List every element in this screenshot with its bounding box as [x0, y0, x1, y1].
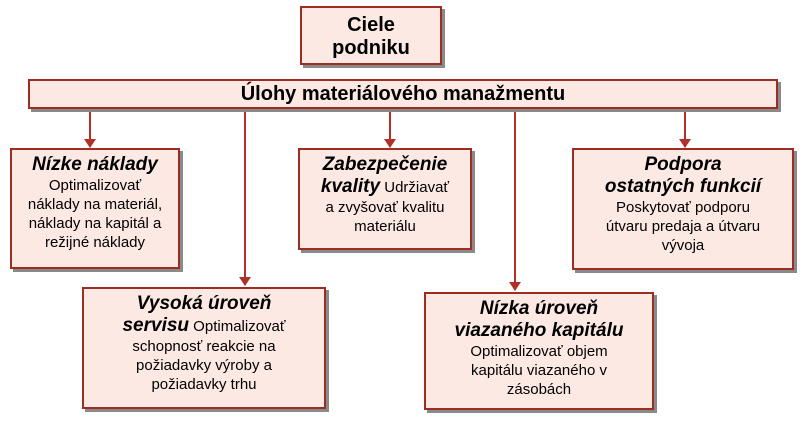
- arrow-capital-head: [509, 282, 521, 291]
- node-service-line: schopnosť reakcie na: [132, 338, 276, 355]
- node-quality-line: a zvyšovať kvalitu: [325, 199, 445, 216]
- node-low-costs-line: Optimalizovať: [48, 177, 142, 194]
- goal-box: [300, 6, 442, 65]
- node-support-title1: Podpora: [644, 154, 722, 175]
- node-quality-line: materiálu: [354, 218, 416, 235]
- goal-line1: Ciele: [347, 14, 395, 36]
- node-capital-title2: viazaného kapitálu: [454, 320, 624, 341]
- node-service-title2: servisu: [122, 315, 190, 336]
- tasks-title: Úlohy materiálového manažmentu: [240, 83, 566, 105]
- arrow-service-head: [239, 277, 251, 286]
- arrow-low-costs-head: [84, 139, 96, 148]
- node-service: [82, 287, 326, 409]
- node-low-costs: [10, 148, 180, 269]
- tasks-box: [28, 79, 778, 109]
- node-quality-title2: kvality: [320, 176, 381, 197]
- node-capital-line: zásobách: [506, 381, 572, 398]
- node-low-costs-line: náklady na materiál,: [27, 196, 163, 213]
- node-service-title1: Vysoká úroveň: [136, 293, 272, 314]
- node-support-title2: ostatných funkcií: [604, 176, 762, 197]
- node-service-inline: Optimalizovať: [189, 318, 286, 335]
- node-low-costs-line: režijné náklady: [44, 234, 146, 251]
- node-capital-title1: Nízka úroveň: [479, 298, 599, 319]
- node-quality: [298, 148, 472, 250]
- node-quality-title1: Zabezpečenie: [322, 154, 448, 175]
- node-low-costs-title: Nízke náklady: [32, 154, 158, 175]
- goal-line2: podniku: [332, 37, 410, 59]
- node-low-costs-line: náklady na kapitál a: [28, 215, 162, 232]
- node-service-line: požiadavky trhu: [151, 376, 257, 393]
- arrow-quality-head: [384, 139, 396, 148]
- node-support: [572, 148, 794, 270]
- node-quality-inline: Udržiavať: [380, 179, 450, 196]
- node-service-line: požiadavky výroby a: [136, 357, 272, 374]
- arrow-support-head: [679, 139, 691, 148]
- node-support-line: útvaru predaja a útvaru: [605, 218, 761, 235]
- node-capital-line: kapitálu viazaného v: [471, 362, 607, 379]
- node-support-line: vývoja: [661, 237, 705, 254]
- node-capital: [424, 292, 654, 410]
- node-capital-line: Optimalizovať objem: [470, 343, 608, 360]
- node-support-line: Poskytovať podporu: [615, 199, 751, 216]
